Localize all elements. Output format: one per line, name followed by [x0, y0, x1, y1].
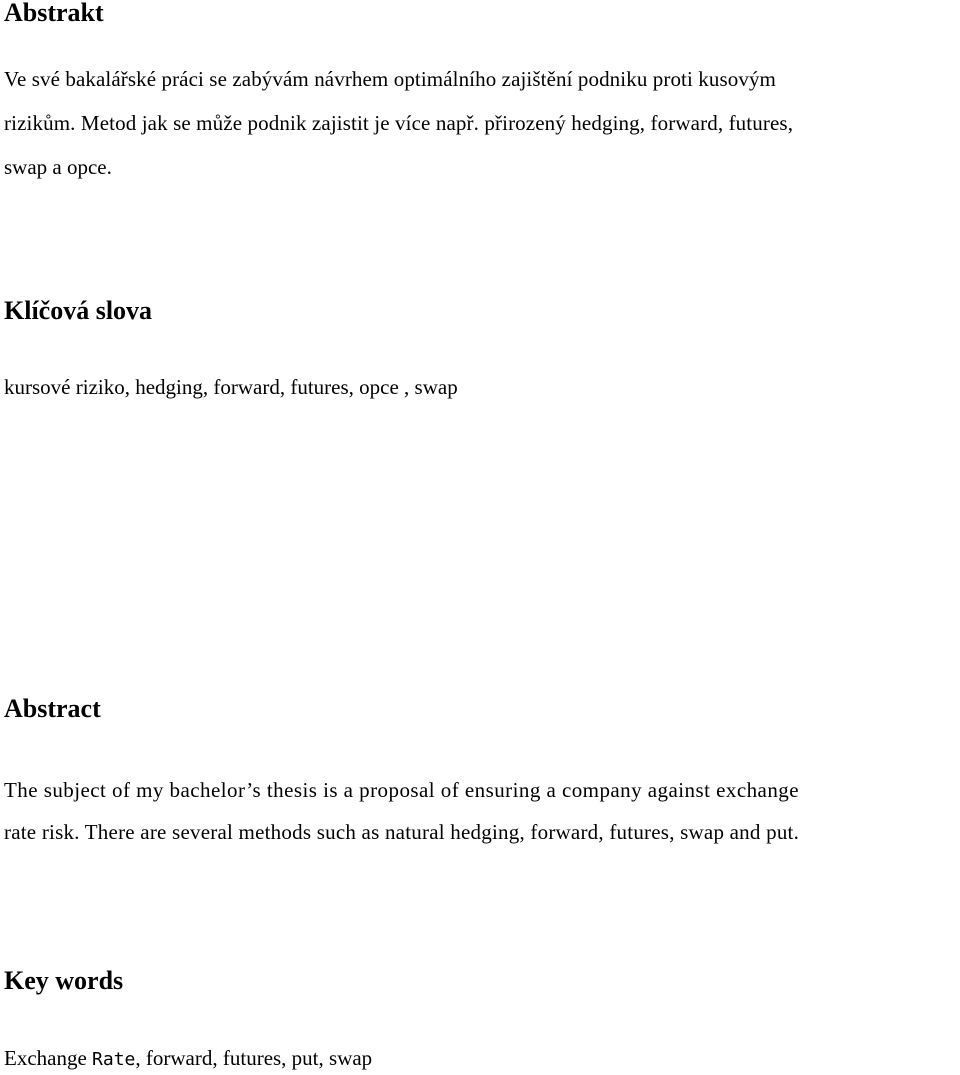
key-words-part-3: , forward, futures, put, swap	[135, 1046, 373, 1070]
heading-klicova-slova: Klíčová slova	[4, 296, 153, 325]
abstrakt-line-2: rizikům. Metod jak se může podnik zajistit je více např. přirozený hedging, forward, futures,	[4, 111, 794, 135]
key-words-text	[4, 1043, 372, 1075]
key-words-part-2: Rate	[92, 1049, 136, 1070]
abstrakt-paragraph	[4, 57, 793, 189]
abstrakt-line-1: Ve své bakalářské práci se zabývám návrhem optimálního zajištění podniku proti kusovým	[4, 67, 776, 91]
heading-abstract: Abstract	[4, 694, 101, 723]
key-words-part-1: Exchange	[4, 1046, 93, 1070]
abstract-line-1: The subject of my bachelor’s thesis is a proposal of ensuring a company against exchange	[4, 778, 799, 802]
klicova-slova-text: kursové riziko, hedging, forward, futures, opce , swap	[4, 375, 458, 399]
abstrakt-line-3: swap a opce.	[4, 155, 112, 179]
abstract-paragraph	[4, 769, 799, 853]
heading-key-words: Key words	[4, 966, 124, 995]
heading-abstrakt: Abstrakt	[4, 0, 104, 27]
abstract-line-2: rate risk. There are several methods such as natural hedging, forward, futures, swap and put.	[4, 820, 800, 844]
